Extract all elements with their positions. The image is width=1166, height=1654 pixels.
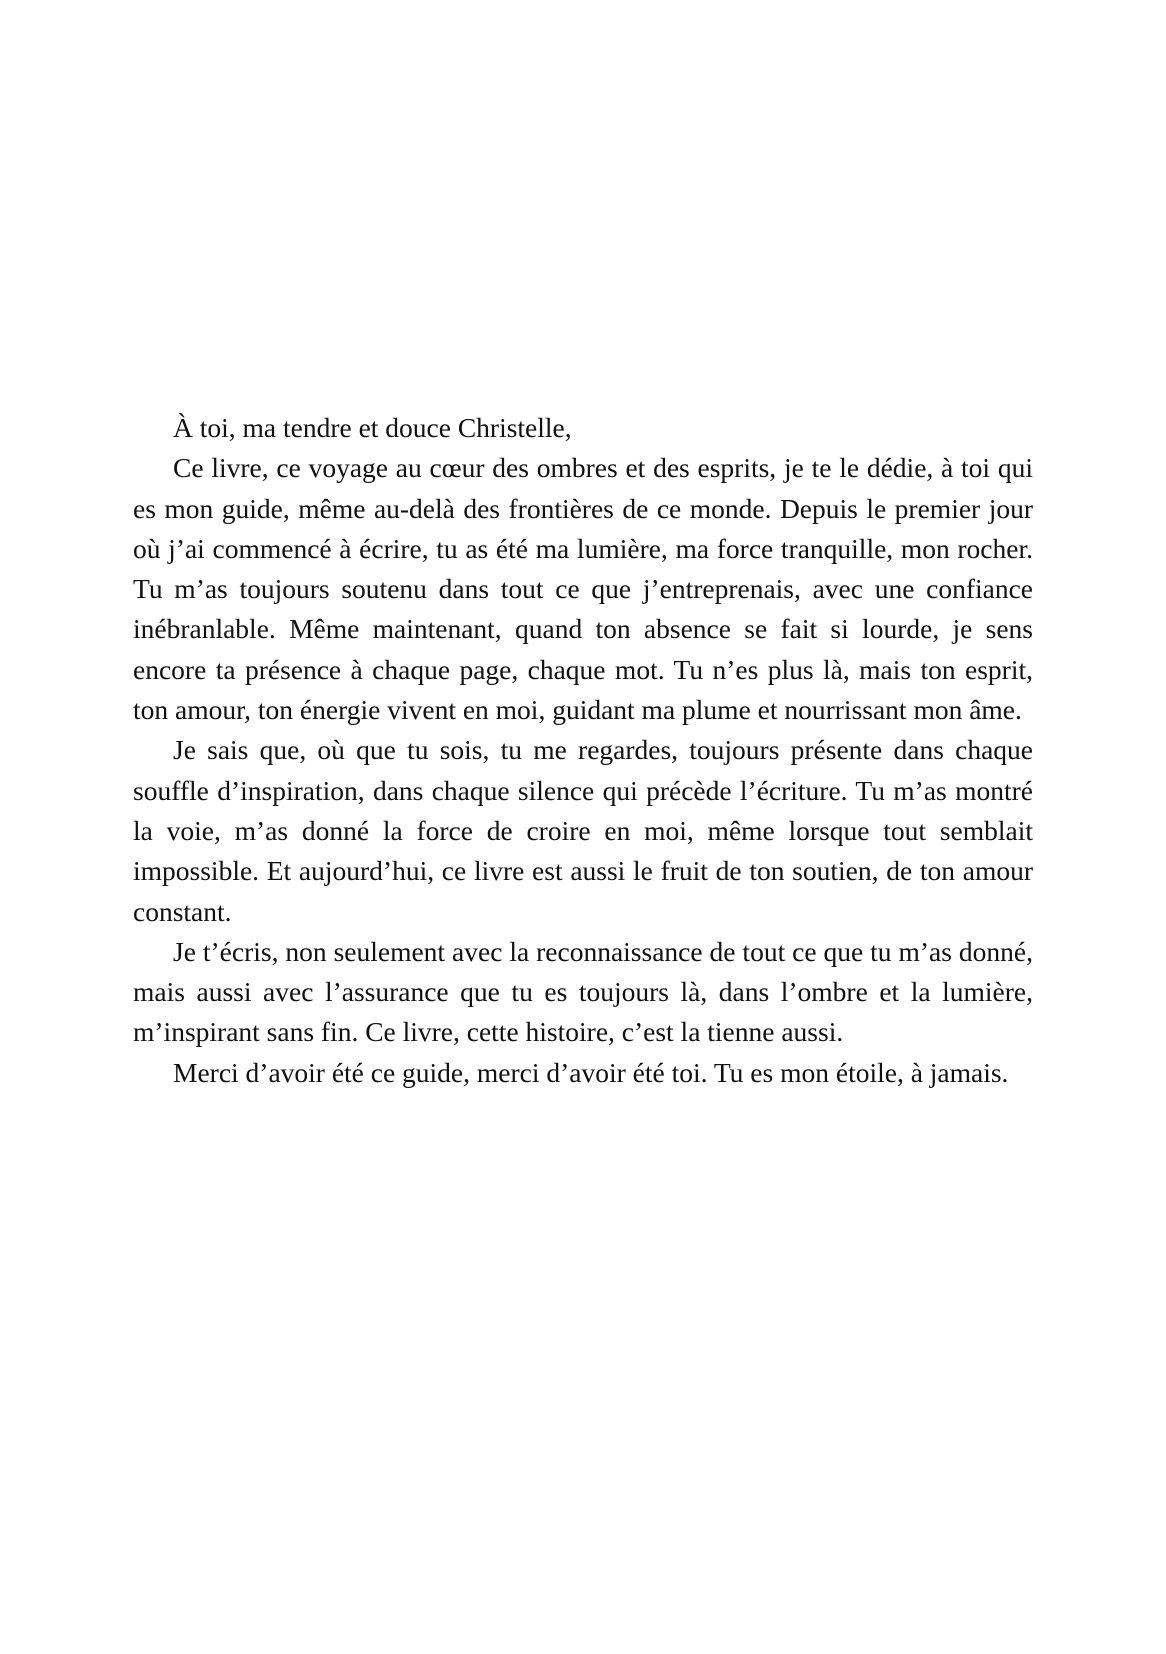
dedication-text xyxy=(133,408,1033,1093)
dedication-salutation: À toi, ma tendre et douce Christelle, xyxy=(173,412,572,443)
dedication-paragraph-2: Je sais que, où que tu sois, tu me regardes, toujours présente dans chaque souffle d’inspiration, dans chaque silence qui précède l’écriture. Tu m’as montré la voie, m’as donné la force de croire en moi, même lorsque tout semblait impossible. Et aujourd’hui, ce livre est aussi le fruit de ton soutien, de ton amour constant. xyxy=(133,734,1033,927)
dedication-paragraph-4: Merci d’avoir été ce guide, merci d’avoir été toi. Tu es mon étoile, à jamais. xyxy=(173,1056,1009,1088)
dedication-paragraph-3: Je t’écris, non seulement avec la reconnaissance de tout ce que tu m’as donné, mais aussi avec l’assurance que tu es toujours là, dans l’ombre et la lumière, m’inspirant sans fin. Ce livre, cette histoire, c’est la tienne aussi. xyxy=(133,935,1033,1048)
dedication-paragraph-1: Ce livre, ce voyage au cœur des ombres et des esprits, je te le dédie, à toi qui es mon guide, même au-delà des frontières de ce monde. Depuis le premier jour où j’ai commencé à écrire, tu as été ma lumière, ma force tranquille, mon rocher. Tu m’as toujours soutenu dans tout ce que j’entreprenais, avec une confiance inébranlable. Même maintenant, quand ton absence se fait si lourde, je sens encore ta présence à chaque page, chaque mot. Tu n’es plus là, mais ton esprit, ton amour, ton énergie vivent en moi, guidant ma plume et nourrissant mon âme. xyxy=(133,452,1033,726)
